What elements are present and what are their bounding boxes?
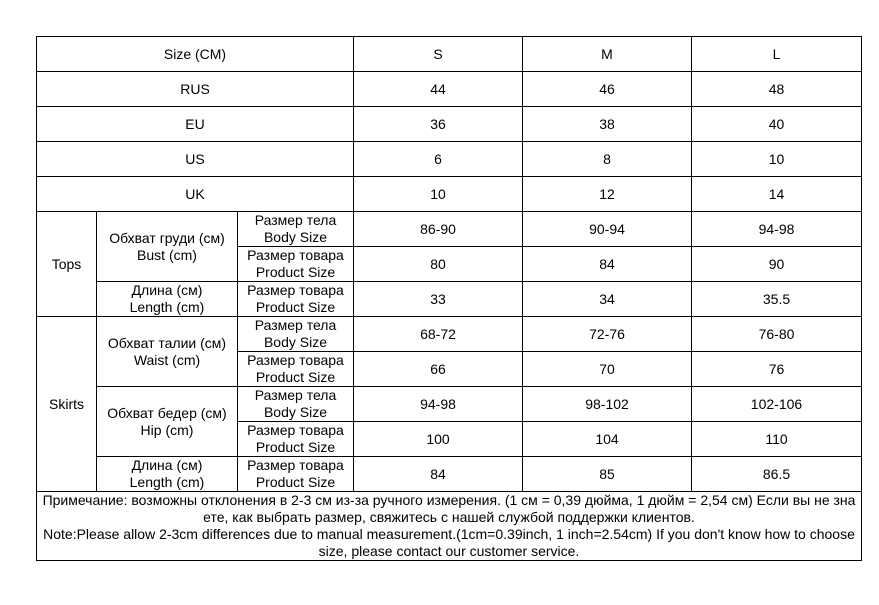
body-size-type: Размер тела Body Size [238, 212, 354, 247]
tops-bust-label-en: Bust (cm) [137, 246, 197, 263]
tops-bust-product-l: 90 [692, 247, 862, 282]
tops-bust-label [97, 212, 238, 282]
tops-bust-body-l: 94-98 [692, 212, 862, 247]
product-size-type: Размер товара Product Size [238, 352, 354, 387]
skirts-waist-product-l: 76 [692, 352, 862, 387]
eu-s: 36 [354, 107, 523, 142]
tops-length-label: Длина (см) Length (cm) [97, 282, 238, 317]
tops-length-row [37, 282, 862, 317]
tops-category: Tops [37, 212, 97, 317]
skirts-hip-product-m: 104 [523, 422, 692, 457]
skirts-length-label: Длина (см) Length (cm) [97, 457, 238, 492]
tops-length-s: 33 [354, 282, 523, 317]
size-header-label: Size (CM) [37, 37, 354, 72]
note-en-line-2: size, please contact our customer service. [318, 543, 580, 559]
skirts-hip-product-s: 100 [354, 422, 523, 457]
eu-m: 38 [523, 107, 692, 142]
skirts-hip-body-m: 98-102 [523, 387, 692, 422]
product-size-type: Размер товара Product Size [238, 457, 354, 492]
uk-row [37, 177, 862, 212]
uk-label: UK [37, 177, 354, 212]
uk-l: 14 [692, 177, 862, 212]
header-row [37, 37, 862, 72]
body-size-type: Размер тела Body Size [238, 387, 354, 422]
skirts-waist-product-m: 70 [523, 352, 692, 387]
rus-m: 46 [523, 72, 692, 107]
uk-m: 12 [523, 177, 692, 212]
skirts-hip-label: Обхват бедер (см) Hip (cm) [97, 387, 238, 457]
tops-bust-label-ru: Обхват груди (см) [109, 229, 225, 246]
product-size-type: Размер товара Product Size [238, 422, 354, 457]
tops-bust-body-row [37, 212, 862, 247]
eu-row [37, 107, 862, 142]
measurement-note [37, 492, 862, 561]
us-m: 8 [523, 142, 692, 177]
tops-bust-body-m: 90-94 [523, 212, 692, 247]
skirts-waist-body-row [37, 317, 862, 352]
size-chart-table [36, 36, 862, 561]
tops-length-m: 34 [523, 282, 692, 317]
size-l-header: L [692, 37, 862, 72]
skirts-length-m: 85 [523, 457, 692, 492]
size-s-header: S [354, 37, 523, 72]
size-m-header: M [523, 37, 692, 72]
skirts-hip-product-l: 110 [692, 422, 862, 457]
skirts-waist-body-m: 72-76 [523, 317, 692, 352]
skirts-hip-body-s: 94-98 [354, 387, 523, 422]
product-size-type: Размер товара Product Size [238, 247, 354, 282]
us-s: 6 [354, 142, 523, 177]
skirts-waist-product-s: 66 [354, 352, 523, 387]
skirts-hip-body-row [37, 387, 862, 422]
us-label: US [37, 142, 354, 177]
tops-bust-body-s: 86-90 [354, 212, 523, 247]
skirts-length-row [37, 457, 862, 492]
uk-s: 10 [354, 177, 523, 212]
rus-row [37, 72, 862, 107]
eu-label: EU [37, 107, 354, 142]
product-size-type: Размер товара Product Size [238, 282, 354, 317]
skirts-waist-body-s: 68-72 [354, 317, 523, 352]
eu-l: 40 [692, 107, 862, 142]
note-ru-line-2: ете, как выбрать размер, свяжитесь с нашей службой поддержки клиентов. [203, 509, 695, 525]
skirts-category: Skirts [37, 317, 97, 492]
us-l: 10 [692, 142, 862, 177]
rus-label: RUS [37, 72, 354, 107]
skirts-length-s: 84 [354, 457, 523, 492]
tops-length-l: 35.5 [692, 282, 862, 317]
rus-l: 48 [692, 72, 862, 107]
skirts-hip-body-l: 102-106 [692, 387, 862, 422]
rus-s: 44 [354, 72, 523, 107]
note-en-line-1: Note:Please allow 2-3cm differences due to manual measurement.(1cm=0.39inch, 1 inch=2.54cm) If you don't know how to choose [43, 526, 855, 542]
tops-bust-product-s: 80 [354, 247, 523, 282]
skirts-waist-label: Обхват талии (см) Waist (cm) [97, 317, 238, 387]
skirts-waist-body-l: 76-80 [692, 317, 862, 352]
note-ru-line-1: Примечание: возможны отклонения в 2-3 см из-за ручного измерения. (1 см = 0,39 дюйма, 1 дюйм = 2,54 см) Если вы не зна [42, 492, 856, 508]
skirts-length-l: 86.5 [692, 457, 862, 492]
us-row [37, 142, 862, 177]
note-row [37, 492, 862, 561]
body-size-type: Размер тела Body Size [238, 317, 354, 352]
tops-bust-product-m: 84 [523, 247, 692, 282]
